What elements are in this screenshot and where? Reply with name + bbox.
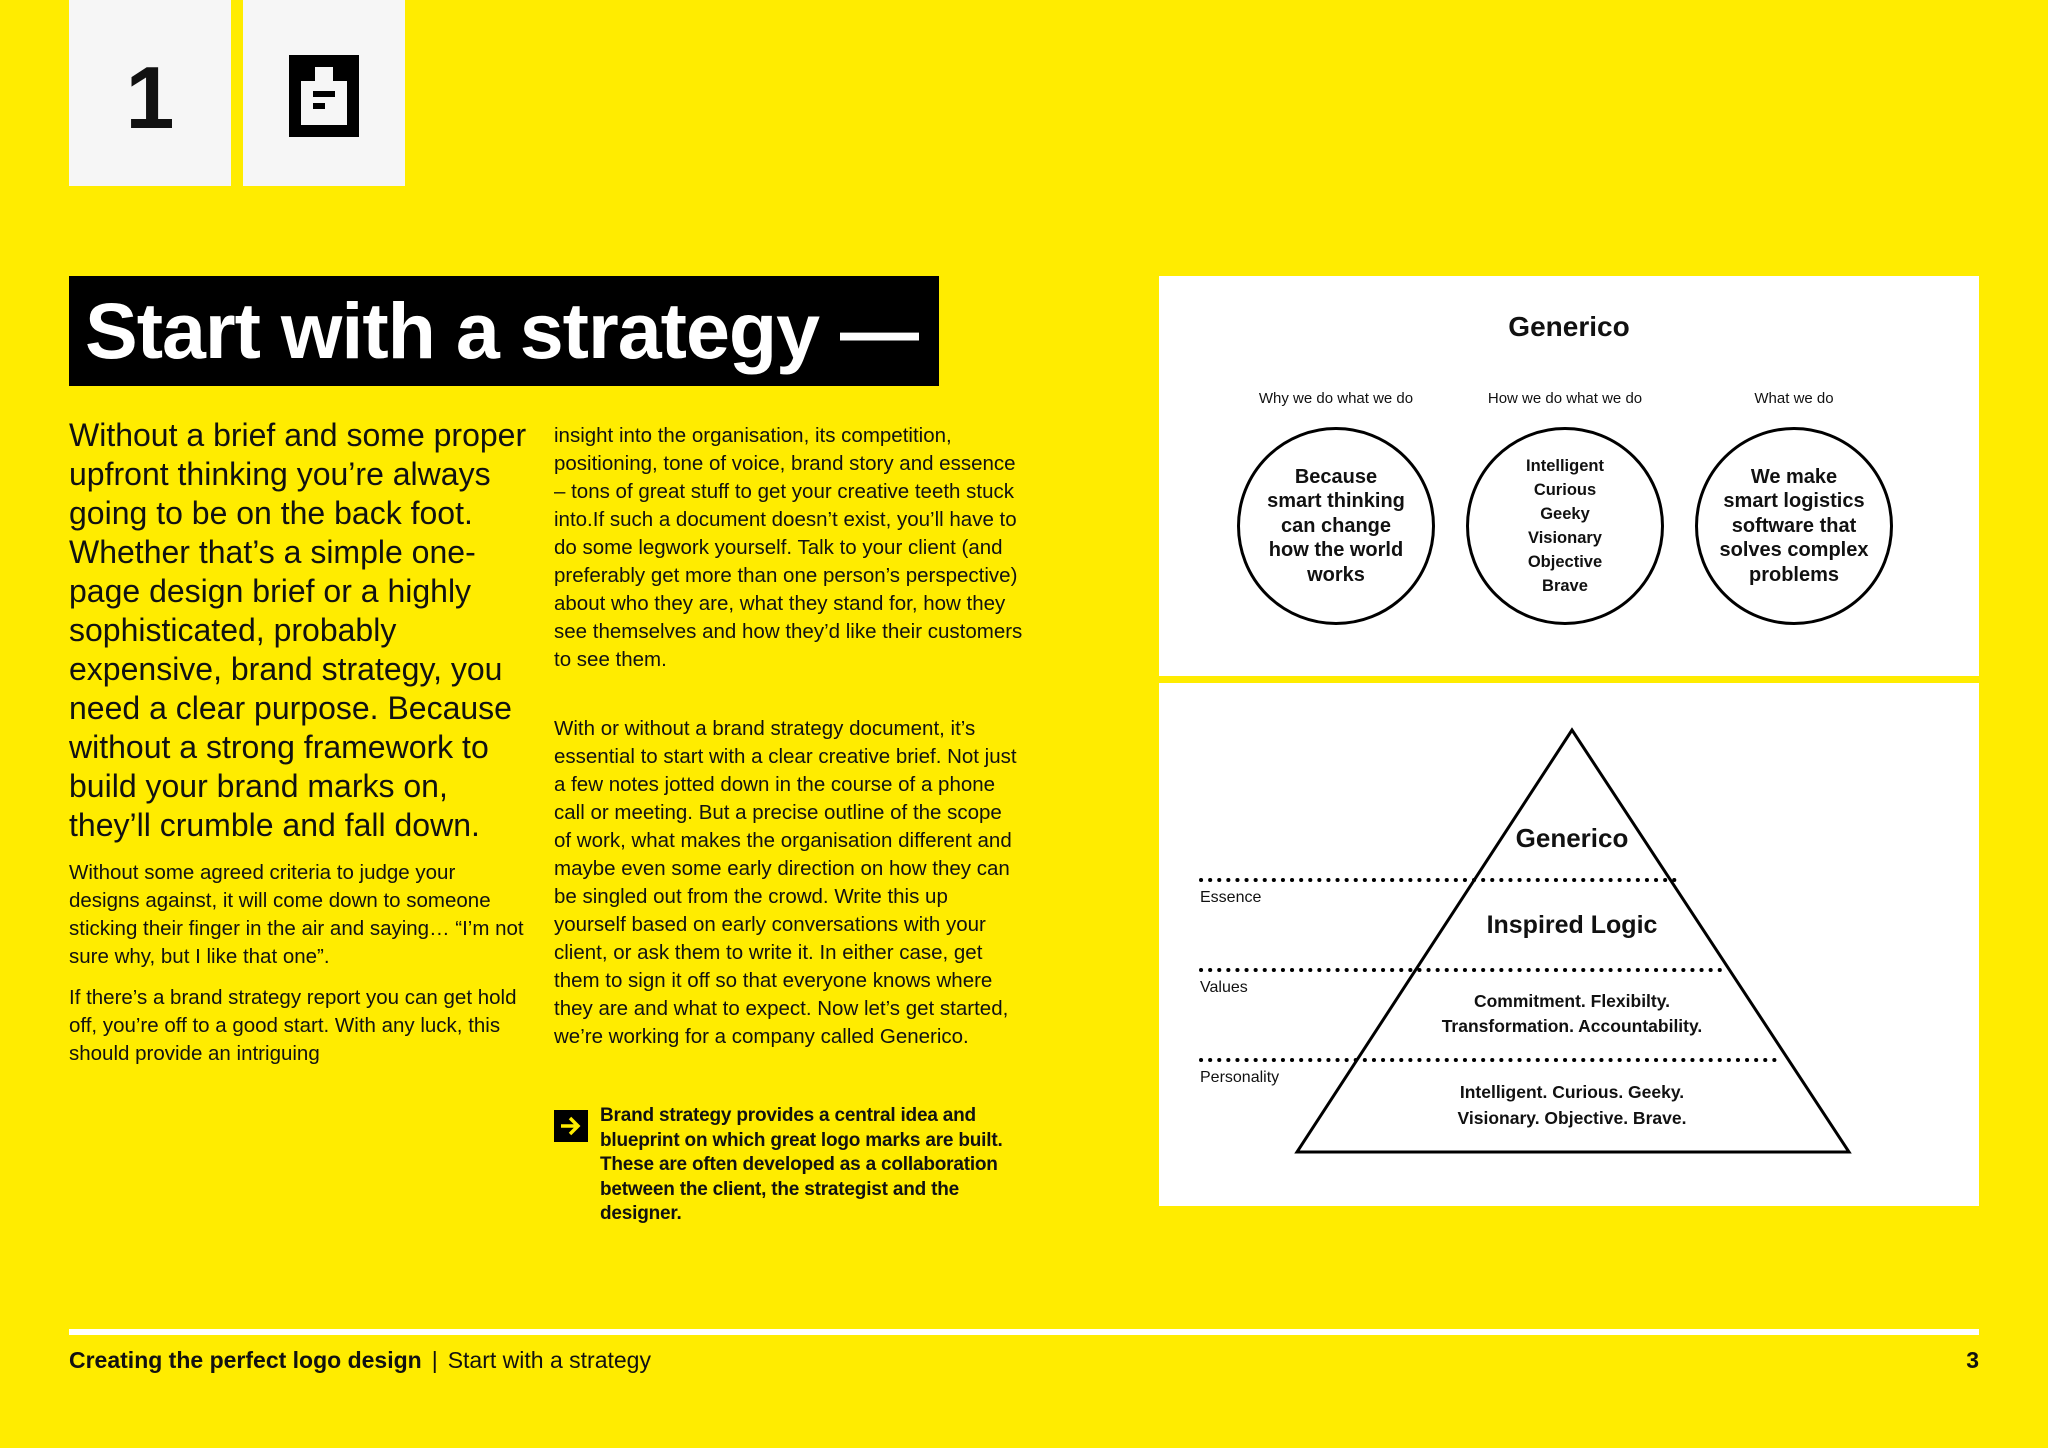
footer-book-title: Creating the perfect logo design — [69, 1347, 422, 1373]
what-text: We make smart logistics software that solves complex problems — [1719, 465, 1869, 586]
how-label: How we do what we do — [1487, 390, 1643, 407]
footer-section: Start with a strategy — [447, 1347, 651, 1373]
callout-arrow-box — [554, 1110, 588, 1142]
body-paragraph: With or without a brand strategy document, it’s essential to start with a clear creative brief. Not just a few notes jotted down in the course of a phone call or meeting. But a precise outline of the scope of work, what makes the organisation different and maybe even some early direction on how they can be singled out from the crowd. Write this up yourself based on early conversations with your client, or ask them to write it. In either case, get them to sign it off so that everyone knows where they are and what to expect. Now let’s get started, we’re working for a company called Generico. — [554, 717, 1017, 1048]
footer-breadcrumb — [69, 1347, 651, 1374]
arrow-right-icon — [559, 1115, 583, 1137]
document-logo-icon — [289, 55, 359, 137]
brand-pyramid-panel — [1159, 683, 1979, 1206]
footer-divider — [69, 1329, 1979, 1335]
essence-label: Essence — [1200, 889, 1262, 906]
what-label: What we do — [1754, 390, 1834, 407]
how-circle — [1466, 427, 1664, 625]
what-circle — [1695, 427, 1893, 625]
why-circle — [1237, 427, 1435, 625]
golden-circle-panel — [1159, 276, 1979, 676]
pyramid-essence-text: Inspired Logic — [1486, 911, 1658, 939]
footer-separator: | — [431, 1347, 438, 1373]
personality-label: Personality — [1200, 1069, 1280, 1086]
how-text: Intelligent Curious Geeky Visionary Objective Brave — [1526, 457, 1604, 595]
intro-paragraph: Without a brief and some proper upfront thinking you’re always going to be on the back foot. Whether that’s a simple one-page design brief or a highly sophisticated, probably expensive, brand strategy, you need a clear purpose. Because without a strong framework to build your brand marks on, they’ll crumble and fall down. — [69, 417, 527, 843]
chapter-number-tile — [69, 0, 231, 186]
body-paragraph: Without some agreed criteria to judge your designs against, it will come down to someone sticking their finger in the air and saying… “I’m not sure why, but I like that one”. — [69, 861, 524, 968]
why-text: Because smart thinking can change how the world works — [1267, 465, 1405, 586]
page-title: Start with a strategy — — [85, 286, 919, 375]
chapter-icon-tile — [243, 0, 405, 186]
chapter-number: 1 — [125, 48, 175, 147]
body-paragraph: insight into the organisation, its competition, positioning, tone of voice, brand story and essence – tons of great stuff to get your creative teeth stuck into.If such a document doesn’t exist, you’ll have to do some legwork yourself. Talk to your client (and preferably get more than one person’s perspective) about who they are, what they stand for, how they see themselves and how they’d like their customers to see them. — [554, 424, 1023, 671]
why-label: Why we do what we do — [1258, 390, 1414, 407]
page-number: 3 — [1966, 1347, 1979, 1373]
pyramid-values-text: Commitment. Flexibilty. Transformation. Accountability. — [1441, 991, 1703, 1036]
page-title-bar — [69, 276, 939, 386]
callout-text: Brand strategy provides a central idea and blueprint on which great logo marks are built. These are often developed as a collaboration between the client, the strategist and the designer. — [600, 1105, 1003, 1224]
golden-circle-title: Generico — [1508, 311, 1630, 342]
pyramid-top-label: Generico — [1515, 823, 1629, 853]
pyramid-personality-text: Intelligent. Curious. Geeky. Visionary. Objective. Brave. — [1457, 1082, 1687, 1128]
values-label: Values — [1200, 979, 1248, 996]
body-paragraph: If there’s a brand strategy report you can get hold off, you’re off to a good start. With any luck, this should provide an intriguing — [69, 986, 517, 1065]
